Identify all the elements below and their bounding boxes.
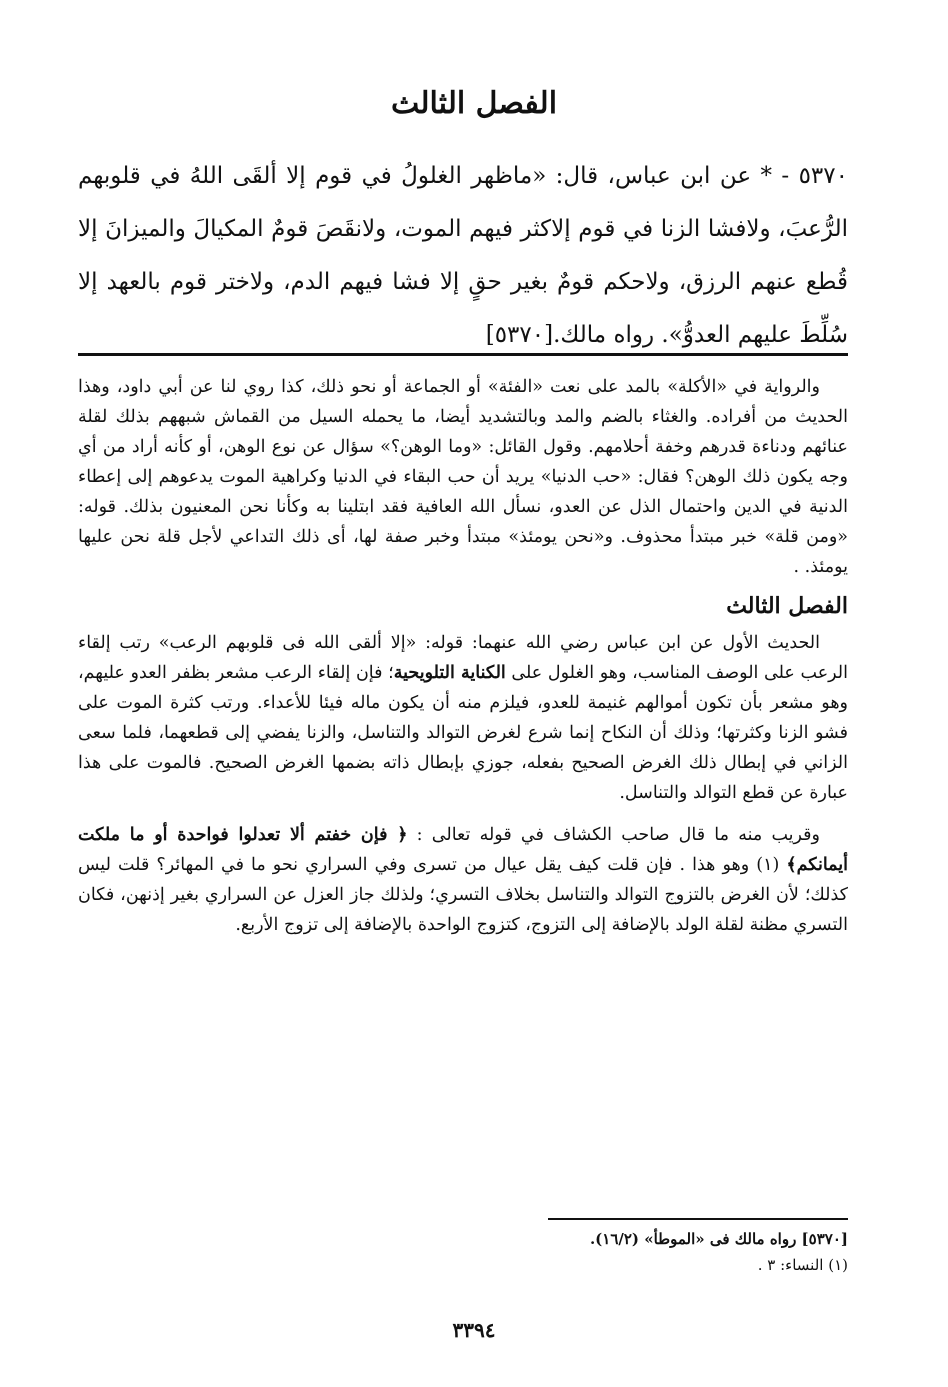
section-heading: الفصل الثالث: [726, 593, 848, 619]
chapter-title: الفصل الثالث: [390, 86, 558, 121]
footnote-divider: [548, 1218, 848, 1220]
footnote-1: (١) النساء: ٣ .: [757, 1256, 848, 1274]
page-number: ٣٣٩٤: [452, 1318, 496, 1342]
hadith-text: ٥٣٧٠ - * عن ابن عباس، قال: «ماظهر الغلولُ في قوم إلا ألقَى اللهُ في قلوبهم الرُّعبَ، ولافشا الزنا في قوم إلاكثر فيهم الموت، ولانقَصَ قومٌ المكيالَ والميزانَ إلا قُطع عنهم الرزق، ولاحكم قومٌ بغير حقٍ إلا فشا فيهم الدم، ولاختر قوم بالعهد إلا سُلِّطَ عليهم العدوُّ». رواه مالك.[٥٣٧٠]: [78, 163, 848, 348]
paragraph-2-text-a: الحديث الأول عن ابن عباس رضي الله عنهما: قوله: «إلا ألقى الله فى قلوبهم الرعب» رتب إلقاء الرعب على الوصف المناسب، وهو الغلول على: [78, 633, 848, 683]
paragraph-2-text-b: ؛ فإن إلقاء الرعب مشعر بظفر العدو عليهم، وهو مشعر بأن تكون أموالهم غنيمة للعدو، فيلزم منه أن يكون ماله فيئا للأعداء. ورتب كثرة الموت على فشو الزنا وكثرتها؛ وذلك أن النكاح إنما شرع لغرض التوالد والتناسل، والزنا يفضي إلى قطعهما، فلما سعى الزاني في إبطال ذلك الغرض الصحيح بفعله، جوزي بإبطال ذاته بضمها الغرض الصحيح. فالموت على هذا عبارة عن قطع التوالد والتناسل.: [78, 663, 848, 803]
commentary-paragraph-2: [78, 628, 848, 808]
paragraph-gap: [78, 808, 848, 820]
footnotes: [78, 1226, 848, 1278]
commentary-paragraph-3: [78, 820, 848, 940]
quran-verse: ﴿ فإن خفتم ألا تعدلوا فواحدة أو ما ملكت أيمانكم﴾: [78, 825, 849, 875]
paragraph-2-bold-term: الكناية التلويحية: [393, 663, 506, 683]
commentary: [78, 372, 848, 940]
main-divider: [78, 353, 848, 356]
paragraph-3-text-a: وقريب منه ما قال صاحب الكشاف في قوله تعالى :: [407, 825, 820, 845]
footnote-marker: (١): [749, 855, 787, 875]
commentary-paragraph-1: والرواية في «الأكلة» بالمد على نعت «الفئة» أو الجماعة أو نحو ذلك، كذا روي لنا عن أبي داود، وهذا الحديث من أفراده. والغثاء بالضم والمد وبالتشديد أيضا، ما يحمله السيل من القماش شبههم بذلك لقلة عنائهم ودناءة قدرهم وخفة أحلامهم. وقول القائل: «وما الوهن؟» سؤال عن نوع الوهن، أو كأنه أراد من أي وجه يكون ذلك الوهن؟ فقال: «حب الدنيا» يريد أن حب البقاء في الدنيا وكراهية الموت يدعوهم إلى إعطاء الدنية في الدين واحتمال الذل عن العدو، نسأل الله العافية فقد ابتلينا به وكأنا نحن المعنيون بذلك. قوله: «ومن قلة» خبر مبتدأ محذوف. و«نحن يومئذ» مبتدأ وخبر صفة لها، أى ذلك التداعي لأجل قلة نحن عليها يومئذ. .: [78, 377, 848, 577]
footnote-reference: [٥٣٧٠] رواه مالك فى «الموطأ» (١٦/٢).: [589, 1230, 848, 1248]
paragraph-3-text-b: وهو هذا . فإن قلت كيف يقل عيال من تسرى وفي السراري نحو ما في المهائر؟ قلت ليس كذلك؛ لأن الغرض بالتزوج التوالد والتناسل بخلاف التسري؛ ولذلك جاز العزل عن السراري بغير إذنهن، فكان التسري مظنة لقلة الولد بالإضافة إلى التزوج، كتزوج الواحدة بالإضافة إلى تزوج الأربع.: [78, 855, 848, 935]
